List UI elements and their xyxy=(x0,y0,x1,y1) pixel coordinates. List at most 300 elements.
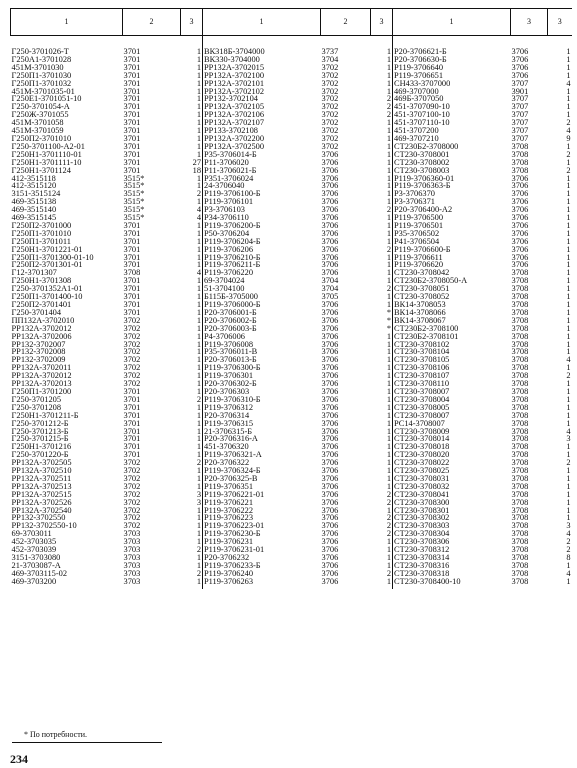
quantity-cell: 1 xyxy=(181,56,203,64)
group-code-cell: 3701 xyxy=(123,48,141,56)
group-code-cell: 3702 xyxy=(123,459,141,468)
quantity-cell: 1 xyxy=(371,182,393,190)
group-code-cell: 3701 xyxy=(123,427,141,436)
quantity-cell: 1 xyxy=(371,48,393,56)
quantity-cell: 1 xyxy=(371,167,393,175)
quantity-cell: 1 xyxy=(181,198,203,206)
quantity-cell: 1 xyxy=(371,269,393,277)
group-code-cell: 3901 xyxy=(511,87,529,96)
group-code-cell: 3706 xyxy=(321,427,339,436)
part-number-cell: 452-3703039 xyxy=(11,546,57,554)
table-row xyxy=(11,277,572,285)
quantity-cell: 2 xyxy=(371,95,393,103)
table-row xyxy=(11,175,572,183)
quantity-cell: 1 xyxy=(566,87,571,96)
quantity-cell: 1 xyxy=(566,269,571,278)
part-number-cell: СТ230-3708051 xyxy=(394,285,450,294)
part-number-cell: Р20-3706322 xyxy=(204,459,250,468)
table-row xyxy=(11,143,572,151)
part-number-cell: СТ230-3708301 xyxy=(394,506,450,515)
quantity-cell: 1 xyxy=(181,530,203,538)
group-code-cell: 3703 xyxy=(123,546,141,554)
group-code-cell: 3706 xyxy=(511,229,529,238)
part-number-cell: 451-3707100-10 xyxy=(394,111,450,120)
part-number-cell: Р20-3706630-Б xyxy=(394,55,447,64)
quantity-cell: 1 xyxy=(181,443,203,451)
part-number-cell: Б115Б-3705000 xyxy=(204,293,258,301)
part-number-cell: Г250П1-3701030 xyxy=(11,71,72,80)
quantity-cell: 1 xyxy=(566,293,571,301)
group-code-cell: 3706 xyxy=(321,395,339,404)
part-number-cell: СТ230-3708107 xyxy=(394,372,450,381)
part-number-cell: Р20-3706621-Б xyxy=(394,48,447,56)
group-code-cell: 3702 xyxy=(321,63,339,72)
part-number-cell: СТ230-3708312 xyxy=(394,546,450,554)
part-number-cell: РР132А-3702102 xyxy=(204,87,265,96)
part-number-cell: СТ230-3708003 xyxy=(394,166,450,175)
group-code-cell: 3706 xyxy=(511,221,529,230)
part-number-cell: Р119-3706101 xyxy=(204,198,254,207)
part-number-cell: Г250Н1-3701211-Б xyxy=(11,411,79,420)
part-number-cell: 469-3707210 xyxy=(394,134,439,143)
group-code-cell: 3703 xyxy=(123,554,141,562)
part-number-cell: Г250-3701208 xyxy=(11,403,62,412)
quantity-cell: 1 xyxy=(371,175,393,183)
quantity-cell: 1 xyxy=(371,238,393,246)
part-number-cell: СТ230-3708005 xyxy=(394,403,450,412)
spacer-row xyxy=(11,36,572,49)
table-row xyxy=(11,269,572,277)
group-code-cell: 3702 xyxy=(123,364,141,373)
part-number-cell: Г250П2-3701000 xyxy=(11,221,72,230)
part-number-cell: 412-3515120 xyxy=(11,182,57,191)
group-code-cell: 3706 xyxy=(321,467,339,475)
part-number-cell: Р351-3706024 xyxy=(204,174,254,183)
quantity-cell: 1 xyxy=(181,182,203,190)
quantity-cell: 2 xyxy=(181,459,203,467)
quantity-cell: 1 xyxy=(566,324,571,333)
group-code-cell: 3707 xyxy=(511,95,529,104)
table-row xyxy=(11,538,572,546)
table-row xyxy=(11,356,572,364)
group-code-cell: 3706 xyxy=(511,261,529,270)
table-row xyxy=(11,333,572,341)
part-number-cell: РР132А-3702107 xyxy=(204,119,265,128)
part-number-cell: СТ230-3708303 xyxy=(394,522,450,531)
quantity-cell: 1 xyxy=(181,222,203,230)
group-code-cell: 3702 xyxy=(123,324,141,333)
part-number-cell: Р119-3706651 xyxy=(394,71,444,80)
part-number-cell: Р119-3706220 xyxy=(204,269,254,278)
part-number-cell: Г250П1-3701200 xyxy=(11,387,72,396)
group-code-cell: 3708 xyxy=(511,372,529,381)
group-code-cell: 3515* xyxy=(123,182,145,191)
part-number-cell: Р119-3706211-Б xyxy=(204,261,261,270)
part-number-cell: Р20-3706002-Б xyxy=(204,316,257,325)
quantity-cell: 1 xyxy=(566,206,571,215)
part-number-cell: Р119-3706500 xyxy=(394,214,444,222)
quantity-cell: 8 xyxy=(566,554,571,562)
page-number: 234 xyxy=(10,752,28,766)
group-code-cell: 3708 xyxy=(511,285,529,294)
quantity-cell: 1 xyxy=(181,420,203,428)
group-code-cell: 3706 xyxy=(321,229,339,238)
group-code-cell: 3706 xyxy=(321,569,339,578)
header-cell: 3 xyxy=(511,9,548,36)
table-row xyxy=(11,119,572,127)
table-row xyxy=(11,182,572,190)
part-number-cell: Р35-3706011-В xyxy=(204,348,258,357)
group-code-cell: 3708 xyxy=(511,569,529,578)
part-number-cell: 469-3515138 xyxy=(11,198,57,207)
group-code-cell: 3706 xyxy=(511,190,529,199)
part-number-cell: Г250-3701352А1-01 xyxy=(11,285,83,294)
part-number-cell: Р119-3706351 xyxy=(204,482,254,491)
quantity-cell: 2 xyxy=(566,459,571,468)
group-code-cell: 3706 xyxy=(321,348,339,357)
quantity-cell: 1 xyxy=(371,443,393,451)
part-number-cell: Р20-3706302-Б xyxy=(204,380,257,388)
quantity-cell: 1 xyxy=(566,111,571,120)
quantity-cell: 1 xyxy=(371,380,393,388)
part-number-cell: 51-3704100 xyxy=(204,285,245,294)
part-number-cell: Г250-3701026-Т xyxy=(11,48,69,56)
table-row xyxy=(11,95,572,103)
group-code-cell: 3707 xyxy=(511,111,529,120)
quantity-cell: 2 xyxy=(371,530,393,538)
quantity-cell: 1 xyxy=(181,151,203,159)
part-number-cell: Р119-3706301 xyxy=(204,372,254,381)
group-code-cell: 3701 xyxy=(123,166,141,175)
table-row xyxy=(11,467,572,475)
group-code-cell: 3706 xyxy=(321,269,339,278)
table-row xyxy=(11,388,572,396)
table-row xyxy=(11,507,572,515)
part-number-cell: РР132А-3702015 xyxy=(204,63,265,72)
quantity-cell: 1 xyxy=(371,435,393,443)
part-number-cell: ВК14-3708053 xyxy=(394,301,446,309)
part-number-cell: 3151-3515124 xyxy=(11,190,61,199)
part-number-cell: Р119-3706100-Б xyxy=(204,190,261,199)
group-code-cell: 3706 xyxy=(321,435,339,444)
group-code-cell: 3702 xyxy=(123,340,141,349)
quantity-cell: 1 xyxy=(181,428,203,436)
group-code-cell: 3706 xyxy=(321,221,339,230)
part-number-cell: 69-3704024 xyxy=(204,277,245,286)
quantity-cell: 2 xyxy=(371,206,393,214)
quantity-cell: 1 xyxy=(566,467,571,475)
part-number-cell: Р119-3706000-Б xyxy=(204,301,261,309)
part-number-cell: 451-3707200 xyxy=(394,127,439,135)
part-number-cell: Р3-3706103 xyxy=(204,206,245,215)
group-code-cell: 3701 xyxy=(123,237,141,246)
part-number-cell: СТ230-3708318 xyxy=(394,569,450,578)
group-code-cell: 3702 xyxy=(321,142,339,151)
part-number-cell: 412-3515118 xyxy=(11,174,56,183)
quantity-cell: 1 xyxy=(371,254,393,262)
part-number-cell: Г250-3701100-А2-01 xyxy=(11,142,85,151)
part-number-cell: РР132А-3702540 xyxy=(11,506,72,515)
quantity-cell: 2 xyxy=(371,491,393,499)
part-number-cell: СТ230-3708302 xyxy=(394,514,450,523)
group-code-cell: 3706 xyxy=(511,182,529,191)
quantity-cell: 1 xyxy=(371,562,393,570)
group-code-cell: 3708 xyxy=(511,403,529,412)
group-code-cell: 3708 xyxy=(511,324,529,333)
quantity-cell: 1 xyxy=(371,467,393,475)
table-row xyxy=(11,546,572,554)
quantity-cell: 1 xyxy=(371,507,393,515)
table-row xyxy=(11,127,572,135)
quantity-cell: * xyxy=(371,317,393,325)
part-number-cell: 469Б-3707050 xyxy=(394,95,444,104)
part-number-cell: Г250Н1-3701124 xyxy=(11,166,71,175)
quantity-cell: 1 xyxy=(371,388,393,396)
quantity-cell: 1 xyxy=(566,221,571,230)
table-row xyxy=(11,167,572,175)
group-code-cell: 3706 xyxy=(321,332,339,341)
quantity-cell: 1 xyxy=(371,198,393,206)
part-number-cell: Р20-3706001-Б xyxy=(204,308,257,317)
header-cell: 2 xyxy=(123,9,181,36)
part-number-cell: Г250П1-3701400-10 xyxy=(11,293,83,301)
part-number-cell: Г250П1-3701300-01-10 xyxy=(11,253,94,262)
table-row xyxy=(11,111,572,119)
quantity-cell: 1 xyxy=(181,372,203,380)
quantity-cell: 2 xyxy=(566,538,571,547)
quantity-cell: 1 xyxy=(371,412,393,420)
group-code-cell: 3708 xyxy=(511,459,529,468)
quantity-cell: 1 xyxy=(371,451,393,459)
quantity-cell: 1 xyxy=(371,119,393,127)
part-number-cell: СТ230-3708031 xyxy=(394,474,450,483)
group-code-cell: 3702 xyxy=(321,127,339,135)
group-code-cell: 3706 xyxy=(321,498,339,507)
part-number-cell: Г250-3701205 xyxy=(11,395,62,404)
group-code-cell: 3706 xyxy=(321,554,339,562)
quantity-cell: 1 xyxy=(181,451,203,459)
group-code-cell: 3702 xyxy=(321,111,339,120)
group-code-cell: 3706 xyxy=(511,71,529,80)
table-row xyxy=(11,214,572,222)
group-code-cell: 3708 xyxy=(511,546,529,554)
part-number-cell: Р20-3706232 xyxy=(204,554,250,562)
quantity-cell: 1 xyxy=(181,119,203,127)
quantity-cell: 1 xyxy=(566,514,571,523)
group-code-cell: 3708 xyxy=(511,467,529,475)
table-row xyxy=(11,48,572,56)
quantity-cell: 1 xyxy=(566,332,571,341)
group-code-cell: 3702 xyxy=(321,79,339,88)
group-code-cell: 3706 xyxy=(511,245,529,254)
part-number-cell: СТ230-3708020 xyxy=(394,451,450,460)
table-row xyxy=(11,317,572,325)
group-code-cell: 3706 xyxy=(321,451,339,460)
table-row xyxy=(11,301,572,309)
quantity-cell: 2 xyxy=(371,522,393,530)
group-code-cell: 3706 xyxy=(321,174,339,183)
group-code-cell: 3702 xyxy=(321,87,339,96)
group-code-cell: 3706 xyxy=(511,55,529,64)
part-number-cell: 451-3707090-10 xyxy=(394,103,450,112)
group-code-cell: 3705 xyxy=(321,293,339,301)
quantity-cell: 2 xyxy=(181,396,203,404)
part-number-cell: Г250П2-3701401 xyxy=(11,301,72,309)
quantity-cell: 1 xyxy=(566,142,571,151)
part-number-cell: Г250Н1-3701110-01 xyxy=(11,150,82,159)
group-code-cell: 3701 xyxy=(123,261,141,270)
quantity-cell: 1 xyxy=(181,364,203,372)
part-number-cell: 24-3706040 xyxy=(204,182,245,191)
part-number-cell: РР132А-3702012 xyxy=(11,324,72,333)
group-code-cell: 3708 xyxy=(511,577,529,586)
quantity-cell: 4 xyxy=(566,530,571,539)
quantity-cell: 1 xyxy=(181,475,203,483)
part-number-cell: 469-3707000 xyxy=(394,87,439,96)
part-number-cell: Р119-3706600-Б xyxy=(394,245,451,254)
quantity-cell: 1 xyxy=(181,348,203,356)
group-code-cell: 3706 xyxy=(321,214,339,222)
part-number-cell: 21-3706315-Б xyxy=(204,427,253,436)
group-code-cell: 3701 xyxy=(123,253,141,262)
table-row xyxy=(11,88,572,96)
group-code-cell: 3706 xyxy=(321,364,339,373)
quantity-cell: 1 xyxy=(566,443,571,452)
part-number-cell: РР132А-3702511 xyxy=(11,474,72,483)
quantity-cell: 1 xyxy=(566,245,571,254)
table-row xyxy=(11,522,572,530)
part-number-cell: Г250-3701215-Б xyxy=(11,435,69,444)
quantity-cell: 1 xyxy=(566,482,571,491)
group-code-cell: 3515* xyxy=(123,190,145,199)
part-number-cell: СТ230-3708105 xyxy=(394,356,450,365)
quantity-cell: 1 xyxy=(371,341,393,349)
group-code-cell: 3708 xyxy=(511,522,529,531)
group-code-cell: 3708 xyxy=(511,514,529,523)
group-code-cell: 3701 xyxy=(123,229,141,238)
part-number-cell: Г250П2-3701301-01 xyxy=(11,261,83,270)
quantity-cell: 1 xyxy=(181,111,203,119)
part-number-cell: СТ230-3708316 xyxy=(394,561,450,570)
part-number-cell: Г250-3701213-Б xyxy=(11,427,69,436)
group-code-cell: 3706 xyxy=(321,577,339,586)
quantity-cell: 2 xyxy=(566,546,571,554)
table-row xyxy=(11,64,572,72)
part-number-cell: 451М-3701059 xyxy=(11,127,64,135)
group-code-cell: 3706 xyxy=(321,166,339,175)
quantity-cell: 1 xyxy=(566,403,571,412)
part-number-cell: Г250Н1-3701221-01 xyxy=(11,245,83,254)
quantity-cell: 1 xyxy=(371,127,393,135)
quantity-cell: 1 xyxy=(566,308,571,317)
quantity-cell: 1 xyxy=(371,554,393,562)
quantity-cell: 18 xyxy=(181,167,203,175)
group-code-cell: 3708 xyxy=(511,340,529,349)
quantity-cell: * xyxy=(371,309,393,317)
quantity-cell: 1 xyxy=(566,95,571,104)
group-code-cell: 3706 xyxy=(321,182,339,191)
part-number-cell: Р11-3706020 xyxy=(204,158,249,167)
part-number-cell: Р119-3706008 xyxy=(204,340,254,349)
group-code-cell: 3701 xyxy=(123,221,141,230)
quantity-cell: 1 xyxy=(371,404,393,412)
quantity-cell: 1 xyxy=(371,333,393,341)
group-code-cell: 3701 xyxy=(123,119,141,128)
table-row xyxy=(11,159,572,167)
quantity-cell: 2 xyxy=(566,372,571,381)
quantity-cell: 3 xyxy=(566,522,571,531)
group-code-cell: 3702 xyxy=(321,119,339,128)
part-number-cell: Р3-3706370 xyxy=(394,190,435,199)
group-code-cell: 3701 xyxy=(123,55,141,64)
quantity-cell: 1 xyxy=(181,554,203,562)
quantity-cell: 1 xyxy=(181,277,203,285)
part-number-cell: 469-3703200 xyxy=(11,577,57,586)
group-code-cell: 3702 xyxy=(123,380,141,388)
group-code-cell: 3706 xyxy=(511,253,529,262)
quantity-cell: 1 xyxy=(181,261,203,269)
quantity-cell: 9 xyxy=(566,134,571,143)
quantity-cell: 1 xyxy=(371,230,393,238)
group-code-cell: 3706 xyxy=(321,459,339,468)
header-cell: 1 xyxy=(203,9,321,36)
table-row xyxy=(11,103,572,111)
quantity-cell: 1 xyxy=(181,293,203,301)
part-number-cell: Р20-3706314 xyxy=(204,411,250,420)
table-row xyxy=(11,443,572,451)
quantity-cell: 1 xyxy=(181,404,203,412)
part-number-cell: Г250-3701212-Б xyxy=(11,419,69,428)
part-number-cell: СТ230-3708002 xyxy=(394,158,450,167)
group-code-cell: 3708 xyxy=(511,490,529,499)
part-number-cell: Р119-3706221 xyxy=(204,498,254,507)
group-code-cell: 3706 xyxy=(321,316,339,325)
group-code-cell: 3706 xyxy=(321,150,339,159)
group-code-cell: 3708 xyxy=(123,269,141,278)
group-code-cell: 3701 xyxy=(123,308,141,317)
quantity-cell: 2 xyxy=(566,166,571,175)
part-number-cell: Г250П1-3701010 xyxy=(11,229,72,238)
part-number-cell: Р119-3706223-01 xyxy=(204,522,265,531)
part-number-cell: 469-3515145 xyxy=(11,214,57,222)
quantity-cell: 1 xyxy=(566,63,571,72)
group-code-cell: 3702 xyxy=(123,467,141,475)
part-number-cell: Р119-3706501 xyxy=(394,221,444,230)
part-number-cell: РР132А-3702012 xyxy=(11,372,72,381)
part-number-cell: СТ230-3708022 xyxy=(394,459,450,468)
group-code-cell: 3706 xyxy=(321,443,339,452)
quantity-cell: 1 xyxy=(181,230,203,238)
quantity-cell: 1 xyxy=(181,341,203,349)
part-number-cell: ПП132А-3702010 xyxy=(11,316,75,325)
group-code-cell: 3706 xyxy=(321,356,339,365)
group-code-cell: 3707 xyxy=(511,134,529,143)
quantity-cell: 1 xyxy=(371,428,393,436)
group-code-cell: 3708 xyxy=(511,301,529,309)
group-code-cell: 3704 xyxy=(321,55,339,64)
group-code-cell: 3706 xyxy=(321,538,339,547)
quantity-cell: 1 xyxy=(181,175,203,183)
quantity-cell: 1 xyxy=(371,56,393,64)
part-number-cell: СТ230-3708032 xyxy=(394,482,450,491)
group-code-cell: 3706 xyxy=(321,506,339,515)
part-number-cell: 451М-3701035-01 xyxy=(11,87,75,96)
table-row xyxy=(11,56,572,64)
table-row xyxy=(11,562,572,570)
table-row xyxy=(11,499,572,507)
group-code-cell: 3702 xyxy=(321,71,339,80)
table-row xyxy=(11,483,572,491)
